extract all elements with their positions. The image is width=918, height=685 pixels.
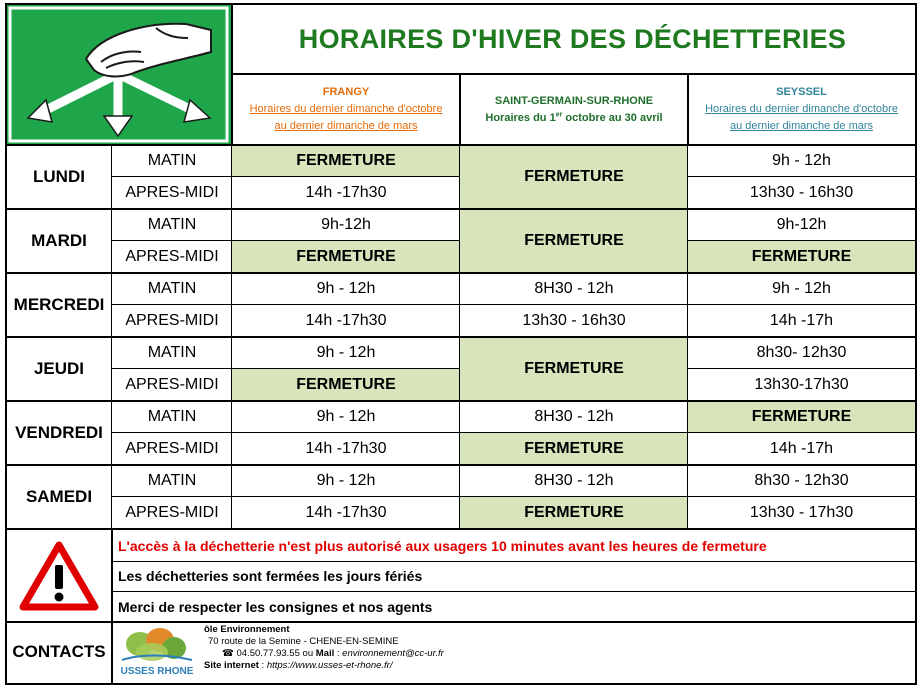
saint-germain-samedi-morning-cell: 8H30 - 12h bbox=[534, 472, 614, 489]
table-border bbox=[232, 304, 460, 305]
table-border bbox=[5, 208, 916, 210]
period-morning: MATIN bbox=[147, 280, 197, 297]
contact-website-link[interactable]: https://www.usses-et-rhone.fr/ bbox=[266, 660, 393, 671]
table-border bbox=[112, 304, 232, 305]
contact-phone-mail: ☎ 04.50.77.93.55 ou Mail : environnement@cc-ur.fr bbox=[222, 648, 444, 659]
table-border bbox=[112, 432, 232, 433]
saint-germain-samedi-afternoon-cell: FERMETURE bbox=[460, 497, 688, 529]
table-border bbox=[688, 304, 915, 305]
frangy-mardi-afternoon-cell: FERMETURE bbox=[232, 241, 460, 273]
period-afternoon: APRES-MIDI bbox=[125, 504, 219, 521]
period-afternoon: APRES-MIDI bbox=[125, 184, 219, 201]
table-border bbox=[112, 496, 232, 497]
frangy-mardi-morning-cell: 9h-12h bbox=[321, 216, 371, 233]
frangy-lundi-morning-cell: FERMETURE bbox=[232, 145, 460, 177]
saint-germain-period: Horaires du 1er octobre au 30 avril bbox=[485, 110, 663, 124]
table-border bbox=[5, 464, 916, 466]
table-border bbox=[112, 240, 232, 241]
table-border bbox=[688, 496, 915, 497]
day-label-vendredi: VENDREDI bbox=[15, 423, 103, 442]
frangy-samedi-afternoon-cell: 14h -17h30 bbox=[305, 504, 387, 521]
period-morning: MATIN bbox=[147, 344, 197, 361]
day-label-samedi: SAMEDI bbox=[25, 487, 93, 506]
table-border bbox=[5, 336, 916, 338]
day-label-jeudi: JEUDI bbox=[33, 359, 85, 378]
frangy-vendredi-afternoon-cell: 14h -17h30 bbox=[305, 440, 387, 457]
table-border bbox=[112, 368, 232, 369]
day-label-lundi: LUNDI bbox=[33, 167, 85, 186]
table-border bbox=[5, 3, 916, 5]
table-border bbox=[231, 145, 232, 529]
table-border bbox=[460, 304, 688, 305]
period-morning: MATIN bbox=[147, 216, 197, 233]
column-header-seyssel bbox=[688, 74, 915, 145]
seyssel-mercredi-morning-cell: 9h - 12h bbox=[772, 280, 831, 297]
seyssel-mardi-morning-cell: 9h-12h bbox=[776, 216, 827, 233]
table-border bbox=[232, 368, 460, 369]
day-label-mercredi: MERCREDI bbox=[13, 295, 105, 314]
saint-germain-jeudi-cell: FERMETURE bbox=[460, 337, 688, 401]
seyssel-name: SEYSSEL bbox=[776, 86, 827, 98]
seyssel-mardi-afternoon-cell: FERMETURE bbox=[688, 241, 915, 273]
seyssel-jeudi-morning-cell: 8h30- 12h30 bbox=[756, 344, 847, 361]
phone-icon: ☎ bbox=[222, 648, 234, 659]
notice-respect: Merci de respecter les consignes et nos agents bbox=[118, 598, 433, 615]
seyssel-jeudi-afternoon-cell: 13h30-17h30 bbox=[754, 376, 849, 393]
saint-germain-mercredi-afternoon-cell: 13h30 - 16h30 bbox=[522, 312, 626, 329]
period-afternoon: APRES-MIDI bbox=[125, 312, 219, 329]
table-border bbox=[688, 368, 915, 369]
logo-recycling-icon bbox=[6, 4, 231, 145]
seyssel-period-line1: Horaires du dernier dimanche d'octobre bbox=[705, 103, 898, 115]
period-morning: MATIN bbox=[147, 408, 197, 425]
notice-holidays: Les déchetteries sont fermées les jours fériés bbox=[118, 568, 423, 584]
seyssel-mercredi-afternoon-cell: 14h -17h bbox=[769, 312, 834, 329]
contacts-label: CONTACTS bbox=[12, 642, 106, 661]
seyssel-vendredi-morning-cell: FERMETURE bbox=[688, 401, 915, 433]
seyssel-lundi-morning-cell: 9h - 12h bbox=[772, 152, 831, 169]
warning-triangle-icon bbox=[6, 530, 112, 622]
saint-germain-mardi-cell: FERMETURE bbox=[460, 209, 688, 273]
table-border bbox=[112, 176, 232, 177]
frangy-lundi-afternoon-cell: 14h -17h30 bbox=[305, 184, 387, 201]
table-border bbox=[232, 432, 460, 433]
table-border bbox=[687, 145, 688, 529]
period-afternoon: APRES-MIDI bbox=[125, 376, 219, 393]
table-border bbox=[688, 432, 915, 433]
period-afternoon: APRES-MIDI bbox=[125, 248, 219, 265]
table-border bbox=[232, 240, 460, 241]
table-border bbox=[687, 73, 689, 145]
frangy-samedi-morning-cell: 9h - 12h bbox=[316, 472, 376, 489]
seyssel-samedi-morning-cell: 8h30 - 12h30 bbox=[754, 472, 849, 489]
contact-details bbox=[204, 622, 604, 682]
saint-germain-name: SAINT-GERMAIN-SUR-RHONE bbox=[494, 94, 654, 107]
contact-website: Site internet : https://www.usses-et-rhone.fr/ bbox=[204, 660, 393, 671]
table-border bbox=[232, 176, 460, 177]
period-morning: MATIN bbox=[147, 472, 197, 489]
frangy-period-line2: au dernier dimanche de mars bbox=[274, 120, 418, 132]
frangy-vendredi-morning-cell: 9h - 12h bbox=[316, 408, 376, 425]
page-title: HORAIRES D'HIVER DES DÉCHETTERIES bbox=[298, 23, 847, 54]
day-label-mardi: MARDI bbox=[31, 231, 87, 250]
svg-text:USSES RHONE: USSES RHONE bbox=[120, 666, 194, 677]
frangy-period-line1: Horaires du dernier dimanche d'octobre bbox=[249, 103, 443, 115]
table-border bbox=[688, 240, 915, 241]
saint-germain-vendredi-afternoon-cell: FERMETURE bbox=[460, 433, 688, 465]
table-border bbox=[460, 496, 688, 497]
frangy-mercredi-morning-cell: 9h - 12h bbox=[316, 280, 376, 297]
notice-closing-time: L'accès à la déchetterie n'est plus autorisé aux usagers 10 minutes avant les heures de fermeture bbox=[118, 537, 767, 554]
seyssel-samedi-afternoon-cell: 13h30 - 17h30 bbox=[749, 504, 854, 521]
period-afternoon: APRES-MIDI bbox=[125, 440, 219, 457]
table-border bbox=[688, 176, 915, 177]
contact-address: 70 route de la Semine - CHENE-EN-SEMINE bbox=[208, 636, 399, 647]
contact-phone: 04.50.77.93.55 bbox=[236, 648, 300, 659]
column-header-saint-germain bbox=[460, 74, 688, 145]
frangy-name: FRANGY bbox=[322, 86, 370, 98]
saint-germain-vendredi-morning-cell: 8H30 - 12h bbox=[534, 408, 614, 425]
table-border bbox=[232, 496, 460, 497]
seyssel-period-line2: au dernier dimanche de mars bbox=[729, 120, 874, 132]
usses-rhone-logo bbox=[116, 624, 198, 680]
table-border bbox=[231, 73, 916, 75]
saint-germain-mercredi-morning-cell: 8H30 - 12h bbox=[534, 280, 614, 297]
table-border bbox=[111, 145, 112, 529]
table-border bbox=[459, 145, 460, 529]
saint-germain-lundi-cell: FERMETURE bbox=[460, 145, 688, 209]
table-border bbox=[459, 73, 461, 145]
frangy-jeudi-morning-cell: 9h - 12h bbox=[316, 344, 376, 361]
contact-organization: ôle Environnement bbox=[204, 624, 290, 635]
period-morning: MATIN bbox=[147, 152, 197, 169]
table-border bbox=[460, 432, 688, 433]
table-border bbox=[5, 144, 916, 146]
table-border bbox=[5, 272, 916, 274]
column-header-frangy bbox=[232, 74, 460, 145]
seyssel-lundi-afternoon-cell: 13h30 - 16h30 bbox=[749, 184, 854, 201]
table-border bbox=[915, 3, 917, 685]
frangy-mercredi-afternoon-cell: 14h -17h30 bbox=[305, 312, 387, 329]
table-border bbox=[5, 400, 916, 402]
seyssel-vendredi-afternoon-cell: 14h -17h bbox=[769, 440, 834, 457]
frangy-jeudi-afternoon-cell: FERMETURE bbox=[232, 369, 460, 401]
table-border bbox=[5, 683, 916, 685]
contact-email-link[interactable]: environnement@cc-ur.fr bbox=[342, 648, 444, 659]
